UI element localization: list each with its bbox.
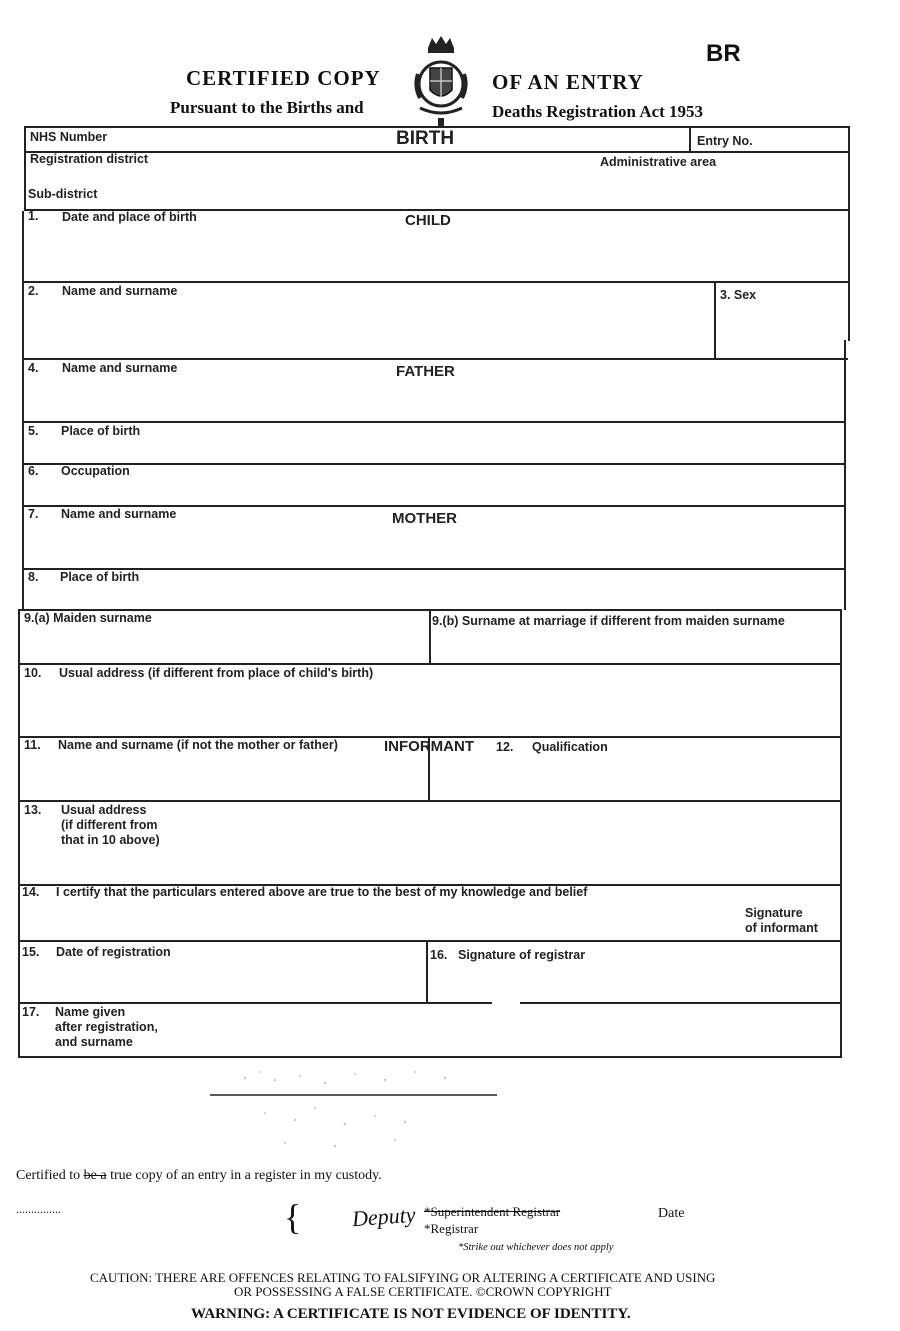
registrar-label: *Registrar — [424, 1221, 479, 1236]
signature-dots: ............... — [16, 1202, 61, 1216]
field-9a-label: 9.(a) Maiden surname — [24, 611, 152, 625]
field-12-label: Qualification — [532, 740, 608, 754]
field-7-label: Name and surname — [61, 507, 177, 521]
administrative-area-label: Administrative area — [600, 155, 717, 169]
field-16-number: 16. — [430, 948, 448, 962]
form-code: BR — [706, 40, 741, 67]
field-14-number: 14. — [22, 885, 40, 899]
faded-stamp — [205, 1058, 505, 1158]
header-subtitle-right: Deaths Registration Act 1953 — [492, 102, 704, 121]
handwritten-deputy: Deputy — [351, 1201, 417, 1232]
birth-section-title: BIRTH — [396, 128, 455, 149]
mother-section-title: MOTHER — [392, 510, 457, 527]
nhs-number-label: NHS Number — [30, 130, 108, 144]
informant-section-title: INFORMANT — [384, 738, 474, 755]
strike-note: *Strike out whichever does not apply — [458, 1242, 614, 1253]
brace: { — [284, 1197, 302, 1237]
field-16-label: Signature of registrar — [458, 948, 586, 962]
warning-line: WARNING: A CERTIFICATE IS NOT EVIDENCE OF IDENTITY. — [191, 1306, 631, 1322]
field-3-label: 3. Sex — [720, 288, 757, 302]
certified-statement — [16, 1168, 382, 1184]
field-15-label: Date of registration — [56, 945, 171, 959]
caution-line-1: CAUTION: THERE ARE OFFENCES RELATING TO FALSIFYING OR ALTERING A CERTIFICATE AND USING — [90, 1270, 716, 1285]
certified-struck-text: be a — [83, 1168, 107, 1183]
header-subtitle-left: Pursuant to the Births and — [170, 98, 364, 117]
field-12-number: 12. — [496, 740, 514, 754]
header-title-left: CERTIFIED COPY — [186, 66, 381, 90]
field-10-label: Usual address (if different from place of child's birth) — [59, 666, 374, 680]
field-8-number: 8. — [28, 570, 39, 584]
field-4-number: 4. — [28, 361, 39, 375]
superintendent-registrar-struck: *Superintendent Registrar — [424, 1204, 561, 1219]
field-11-label: Name and surname (if not the mother or father) — [58, 738, 338, 752]
field-15-number: 15. — [22, 945, 40, 959]
certified-prefix: Certified to — [16, 1168, 84, 1183]
field-10-number: 10. — [24, 666, 42, 680]
field-6-number: 6. — [28, 464, 39, 478]
field-17-number: 17. — [22, 1005, 40, 1019]
father-section-title: FATHER — [396, 363, 455, 380]
field-9b-label: 9.(b) Surname at marriage if different from maiden surname — [432, 614, 785, 628]
field-2-number: 2. — [28, 284, 39, 298]
field-1-label: Date and place of birth — [62, 210, 197, 224]
field-14-label: I certify that the particulars entered above are true to the best of my knowledge and belief — [56, 885, 588, 899]
field-13-number: 13. — [24, 803, 42, 817]
certified-suffix: copy of an entry in a register in my custody. — [131, 1168, 382, 1183]
registration-district-label: Registration district — [30, 152, 149, 166]
sub-district-label: Sub-district — [28, 187, 98, 201]
field-11-number: 11. — [24, 738, 41, 752]
field-7-number: 7. — [28, 507, 39, 521]
field-8-label: Place of birth — [60, 570, 140, 584]
field-1-number: 1. — [28, 209, 39, 223]
field-13-label: Usual address (if different from that in 10 above) — [61, 803, 160, 847]
date-label: Date — [658, 1206, 685, 1221]
field-17-label: Name given after registration, and surname — [55, 1005, 158, 1049]
field-5-label: Place of birth — [61, 424, 141, 438]
certified-true: true — [106, 1168, 132, 1183]
field-6-label: Occupation — [61, 464, 130, 478]
field-5-number: 5. — [28, 424, 39, 438]
field-4-label: Name and surname — [62, 361, 178, 375]
header-title-right: OF AN ENTRY — [492, 70, 644, 94]
signature-of-informant-label: Signature of informant — [745, 906, 818, 935]
entry-no-label: Entry No. — [697, 134, 753, 148]
child-section-title: CHILD — [405, 212, 451, 229]
caution-line-2: OR POSSESSING A FALSE CERTIFICATE. ©CROWN COPYRIGHT — [234, 1284, 612, 1299]
field-2-label: Name and surname — [62, 284, 178, 298]
